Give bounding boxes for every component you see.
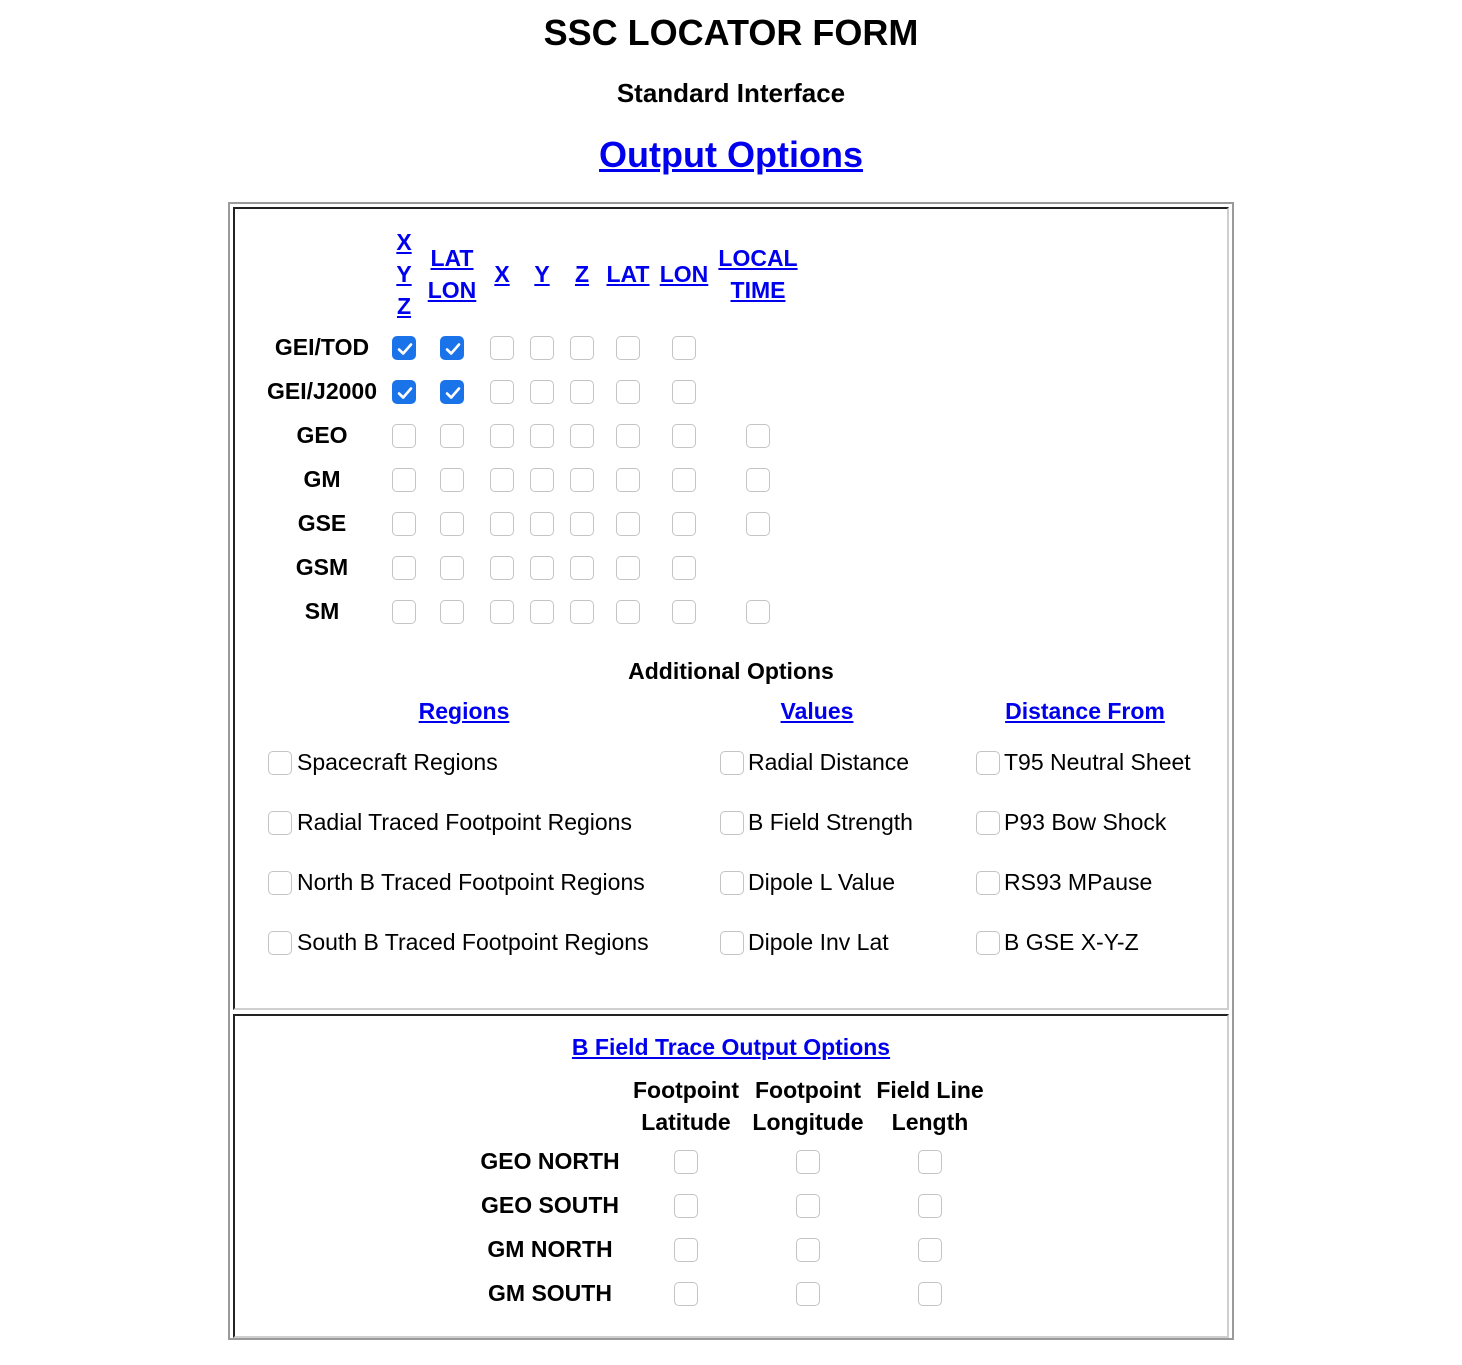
coord-checkbox[interactable] [570, 468, 594, 492]
coord-column-header[interactable] [603, 258, 653, 290]
bfield-checkbox[interactable] [918, 1150, 942, 1174]
coord-checkbox[interactable] [392, 380, 416, 404]
coord-checkbox[interactable] [530, 336, 554, 360]
coord-checkbox[interactable] [490, 556, 514, 580]
coord-column-header-line: Z [396, 293, 412, 319]
values-option-label: B Field Strength [748, 809, 913, 835]
coord-checkbox[interactable] [490, 512, 514, 536]
local-time-checkbox[interactable] [746, 424, 770, 448]
regions-option-label: Spacecraft Regions [297, 749, 498, 775]
coord-checkbox[interactable] [392, 336, 416, 360]
bfield-trace-link[interactable]: B Field Trace Output Options [571, 1034, 891, 1060]
coord-column-header[interactable] [424, 242, 480, 306]
bfield-trace-panel [233, 1014, 1229, 1338]
distance-option-checkbox[interactable] [976, 871, 1000, 895]
values-option-checkbox[interactable] [720, 931, 744, 955]
bfield-row-label: GEO SOUTH [480, 1192, 619, 1218]
coord-column-header[interactable] [656, 258, 712, 290]
bfield-checkbox[interactable] [674, 1194, 698, 1218]
bfield-checkbox[interactable] [918, 1238, 942, 1262]
bfield-column-header-line: Footpoint [754, 1077, 861, 1103]
coord-checkbox[interactable] [672, 600, 696, 624]
bfield-column-header-line: Latitude [641, 1109, 731, 1135]
coord-checkbox[interactable] [570, 336, 594, 360]
distance-option-label: RS93 MPause [1004, 869, 1153, 895]
coord-checkbox[interactable] [672, 380, 696, 404]
bfield-column-header [621, 1074, 751, 1138]
coord-checkbox[interactable] [570, 424, 594, 448]
coord-checkbox[interactable] [392, 556, 416, 580]
regions-option-label: South B Traced Footpoint Regions [297, 929, 649, 955]
coord-checkbox[interactable] [570, 380, 594, 404]
bfield-checkbox[interactable] [674, 1150, 698, 1174]
regions-heading-link[interactable]: Regions [418, 698, 510, 724]
checkmark-icon [444, 384, 462, 402]
regions-option-label: North B Traced Footpoint Regions [297, 869, 645, 895]
coord-checkbox[interactable] [616, 556, 640, 580]
bfield-column-header [743, 1074, 873, 1138]
distance-option-label: B GSE X-Y-Z [1004, 929, 1139, 955]
coord-column-header-line: Z [574, 261, 590, 287]
coord-column-header[interactable] [527, 258, 557, 290]
coord-column-header-line: X [396, 229, 412, 255]
coord-checkbox[interactable] [490, 468, 514, 492]
bfield-checkbox[interactable] [796, 1194, 820, 1218]
coord-checkbox[interactable] [440, 424, 464, 448]
coord-column-header-line: LON [659, 261, 709, 287]
coord-column-header-line: X [494, 261, 510, 287]
coord-checkbox[interactable] [672, 468, 696, 492]
coord-checkbox[interactable] [392, 600, 416, 624]
coord-checkbox[interactable] [616, 512, 640, 536]
coord-column-header-line: LON [427, 277, 477, 303]
distance-option-checkbox[interactable] [976, 811, 1000, 835]
distance-option-checkbox[interactable] [976, 751, 1000, 775]
coord-column-header-line: TIME [730, 277, 786, 303]
coord-checkbox[interactable] [440, 512, 464, 536]
coord-system-label: GSE [297, 510, 347, 536]
bfield-checkbox[interactable] [796, 1150, 820, 1174]
coord-checkbox[interactable] [392, 424, 416, 448]
coord-column-header-line: LAT [430, 245, 474, 271]
regions-option-checkbox[interactable] [268, 751, 292, 775]
coord-checkbox[interactable] [490, 380, 514, 404]
coord-checkbox[interactable] [616, 380, 640, 404]
coord-checkbox[interactable] [490, 424, 514, 448]
additional-options-title: Additional Options [628, 658, 834, 684]
coord-column-header[interactable] [713, 242, 803, 306]
checkmark-icon [396, 384, 414, 402]
coord-checkbox[interactable] [530, 600, 554, 624]
coord-checkbox[interactable] [570, 512, 594, 536]
coord-system-label: SM [304, 598, 340, 624]
coord-system-label: GEI/TOD [274, 334, 370, 360]
bfield-checkbox[interactable] [918, 1194, 942, 1218]
values-option-checkbox[interactable] [720, 811, 744, 835]
bfield-column-header-line: Length [891, 1109, 969, 1135]
coord-system-label: GEI/J2000 [267, 378, 377, 404]
coord-checkbox[interactable] [616, 424, 640, 448]
coord-checkbox[interactable] [530, 556, 554, 580]
bfield-row-label: GM NORTH [487, 1236, 613, 1262]
distance-option-label: T95 Neutral Sheet [1004, 749, 1191, 775]
coord-checkbox[interactable] [440, 336, 464, 360]
bfield-column-header-line: Longitude [752, 1109, 864, 1135]
distance-option-checkbox[interactable] [976, 931, 1000, 955]
coord-checkbox[interactable] [530, 424, 554, 448]
coord-checkbox[interactable] [616, 600, 640, 624]
coord-checkbox[interactable] [616, 336, 640, 360]
bfield-checkbox[interactable] [918, 1282, 942, 1306]
coord-checkbox[interactable] [530, 468, 554, 492]
values-option-label: Dipole L Value [748, 869, 896, 895]
output-options-link[interactable]: Output Options [599, 134, 863, 175]
regions-option-checkbox[interactable] [268, 871, 292, 895]
coord-checkbox[interactable] [530, 512, 554, 536]
coord-checkbox[interactable] [672, 336, 696, 360]
coord-checkbox[interactable] [672, 424, 696, 448]
checkmark-icon [444, 340, 462, 358]
bfield-checkbox[interactable] [674, 1238, 698, 1262]
coord-column-header[interactable] [567, 258, 597, 290]
coord-checkbox[interactable] [616, 468, 640, 492]
coord-checkbox[interactable] [672, 556, 696, 580]
local-time-checkbox[interactable] [746, 468, 770, 492]
bfield-checkbox[interactable] [674, 1282, 698, 1306]
local-time-checkbox[interactable] [746, 512, 770, 536]
coord-checkbox[interactable] [392, 468, 416, 492]
page-subtitle: Standard Interface [616, 78, 846, 108]
coord-checkbox[interactable] [530, 380, 554, 404]
coord-system-label: GM [303, 466, 341, 492]
coord-column-header[interactable] [487, 258, 517, 290]
values-heading-link[interactable]: Values [780, 698, 854, 724]
coord-column-header-line: Y [396, 261, 412, 287]
coord-system-label: GSM [295, 554, 349, 580]
coord-checkbox[interactable] [490, 600, 514, 624]
bfield-checkbox[interactable] [796, 1238, 820, 1262]
regions-option-checkbox[interactable] [268, 931, 292, 955]
values-option-checkbox[interactable] [720, 871, 744, 895]
bfield-row-label: GM SOUTH [488, 1280, 612, 1306]
bfield-checkbox[interactable] [796, 1282, 820, 1306]
checkmark-icon [396, 340, 414, 358]
coord-checkbox[interactable] [440, 600, 464, 624]
bfield-column-header-line: Field Line [876, 1077, 984, 1103]
coord-checkbox[interactable] [570, 600, 594, 624]
page-title: SSC LOCATOR FORM [543, 12, 919, 53]
distance-option-label: P93 Bow Shock [1004, 809, 1167, 835]
values-option-checkbox[interactable] [720, 751, 744, 775]
coord-system-label: GEO [296, 422, 348, 448]
coord-checkbox[interactable] [440, 556, 464, 580]
values-option-label: Radial Distance [748, 749, 910, 775]
coord-checkbox[interactable] [392, 512, 416, 536]
coord-checkbox[interactable] [490, 336, 514, 360]
local-time-checkbox[interactable] [746, 600, 770, 624]
bfield-column-header [865, 1074, 995, 1138]
bfield-row-label: GEO NORTH [480, 1148, 620, 1174]
coord-checkbox[interactable] [570, 556, 594, 580]
bfield-column-header-line: Footpoint [632, 1077, 739, 1103]
coord-checkbox[interactable] [440, 380, 464, 404]
coord-column-header[interactable] [384, 226, 424, 322]
coord-column-header-line: LOCAL [718, 245, 798, 271]
distance-heading-link[interactable]: Distance From [1005, 698, 1165, 724]
coord-checkbox[interactable] [672, 512, 696, 536]
coord-column-header-line: LAT [606, 261, 650, 287]
coord-checkbox[interactable] [440, 468, 464, 492]
values-option-label: Dipole Inv Lat [748, 929, 889, 955]
coord-column-header-line: Y [534, 261, 550, 287]
regions-option-label: Radial Traced Footpoint Regions [297, 809, 632, 835]
regions-option-checkbox[interactable] [268, 811, 292, 835]
